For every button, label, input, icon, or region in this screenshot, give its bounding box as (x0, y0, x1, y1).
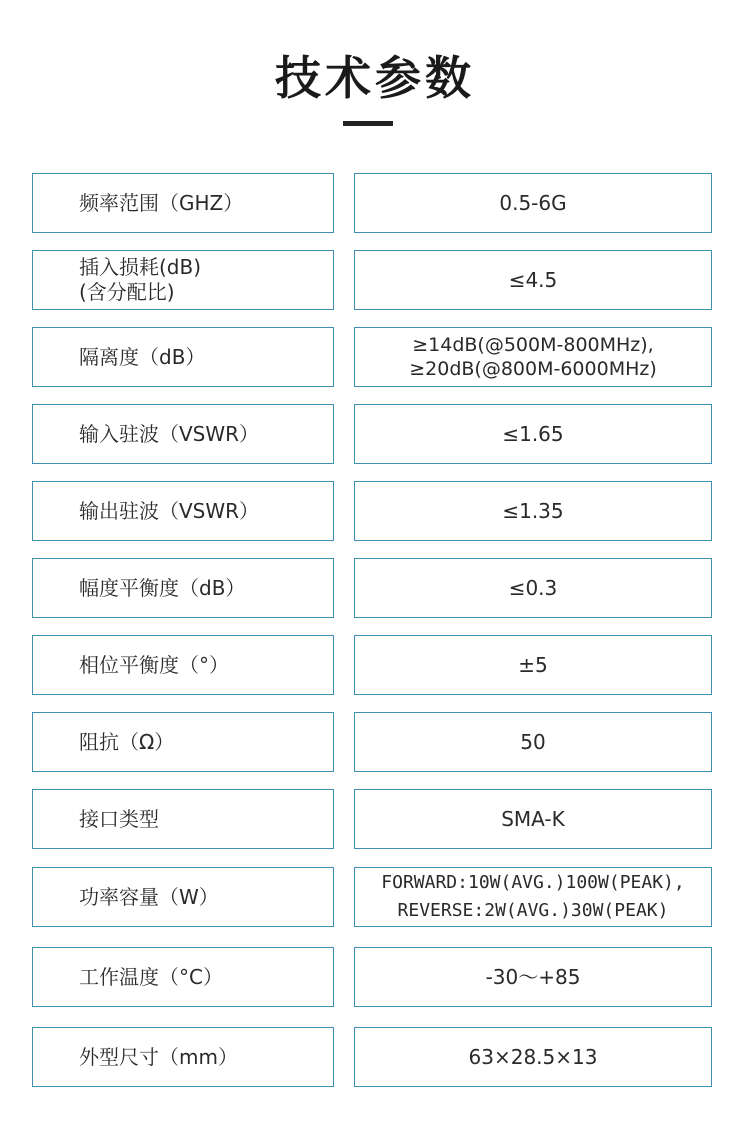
spec-value: ≥14dB(@500M-800MHz), ≥20dB(@800M-6000MHz) (409, 334, 657, 380)
spec-value-cell (354, 558, 712, 618)
spec-value-cell (354, 947, 712, 1007)
spec-label-cell (32, 712, 334, 772)
spec-value-cell (354, 327, 712, 387)
spec-value-cell (354, 1027, 712, 1087)
spec-value: 50 (520, 730, 546, 754)
spec-value: FORWARD:10W(AVG.)100W(PEAK), REVERSE:2W(AVG.)30W(PEAK) (381, 872, 685, 921)
spec-value: ≤4.5 (508, 268, 558, 292)
spec-value: ≤0.3 (508, 576, 558, 600)
spec-value-cell (354, 712, 712, 772)
spec-label-cell (32, 1027, 334, 1087)
spec-value: -30～+85 (485, 965, 581, 989)
page-title: 技术参数 (275, 51, 475, 105)
spec-label: 阻抗（Ω） (79, 729, 175, 754)
spec-label: 外型尺寸（mm） (79, 1044, 238, 1069)
spec-value: 63×28.5×13 (468, 1045, 598, 1069)
spec-value-cell (354, 173, 712, 233)
spec-value-cell (354, 404, 712, 464)
spec-label: 输出驻波（VSWR） (79, 498, 260, 523)
spec-label: 隔离度（dB） (79, 344, 206, 369)
spec-value: ≤1.35 (502, 499, 564, 523)
spec-label-cell (32, 250, 334, 310)
spec-label-cell (32, 789, 334, 849)
spec-label-cell (32, 558, 334, 618)
spec-label-cell (32, 867, 334, 927)
spec-value-cell (354, 481, 712, 541)
spec-value-cell (354, 250, 712, 310)
spec-label-cell (32, 173, 334, 233)
spec-value-cell (354, 635, 712, 695)
spec-value-cell (354, 867, 712, 927)
spec-label: 功率容量（W） (79, 884, 219, 909)
spec-value: ±5 (518, 653, 548, 677)
spec-label-cell (32, 481, 334, 541)
spec-label: 相位平衡度（°） (79, 652, 229, 677)
spec-value: SMA-K (501, 807, 565, 831)
spec-label-cell (32, 327, 334, 387)
spec-value: 0.5-6G (499, 191, 567, 215)
spec-label-cell (32, 947, 334, 1007)
spec-label: 频率范围（GHZ） (79, 190, 244, 215)
spec-label: 插入损耗(dB) (含分配比) (79, 255, 202, 304)
spec-label: 接口类型 (79, 806, 159, 831)
spec-label: 工作温度（°C） (79, 964, 223, 989)
spec-value: ≤1.65 (502, 422, 564, 446)
spec-label: 输入驻波（VSWR） (79, 421, 260, 446)
spec-label: 幅度平衡度（dB） (79, 575, 246, 600)
spec-label-cell (32, 635, 334, 695)
spec-label-cell (32, 404, 334, 464)
spec-value-cell (354, 789, 712, 849)
